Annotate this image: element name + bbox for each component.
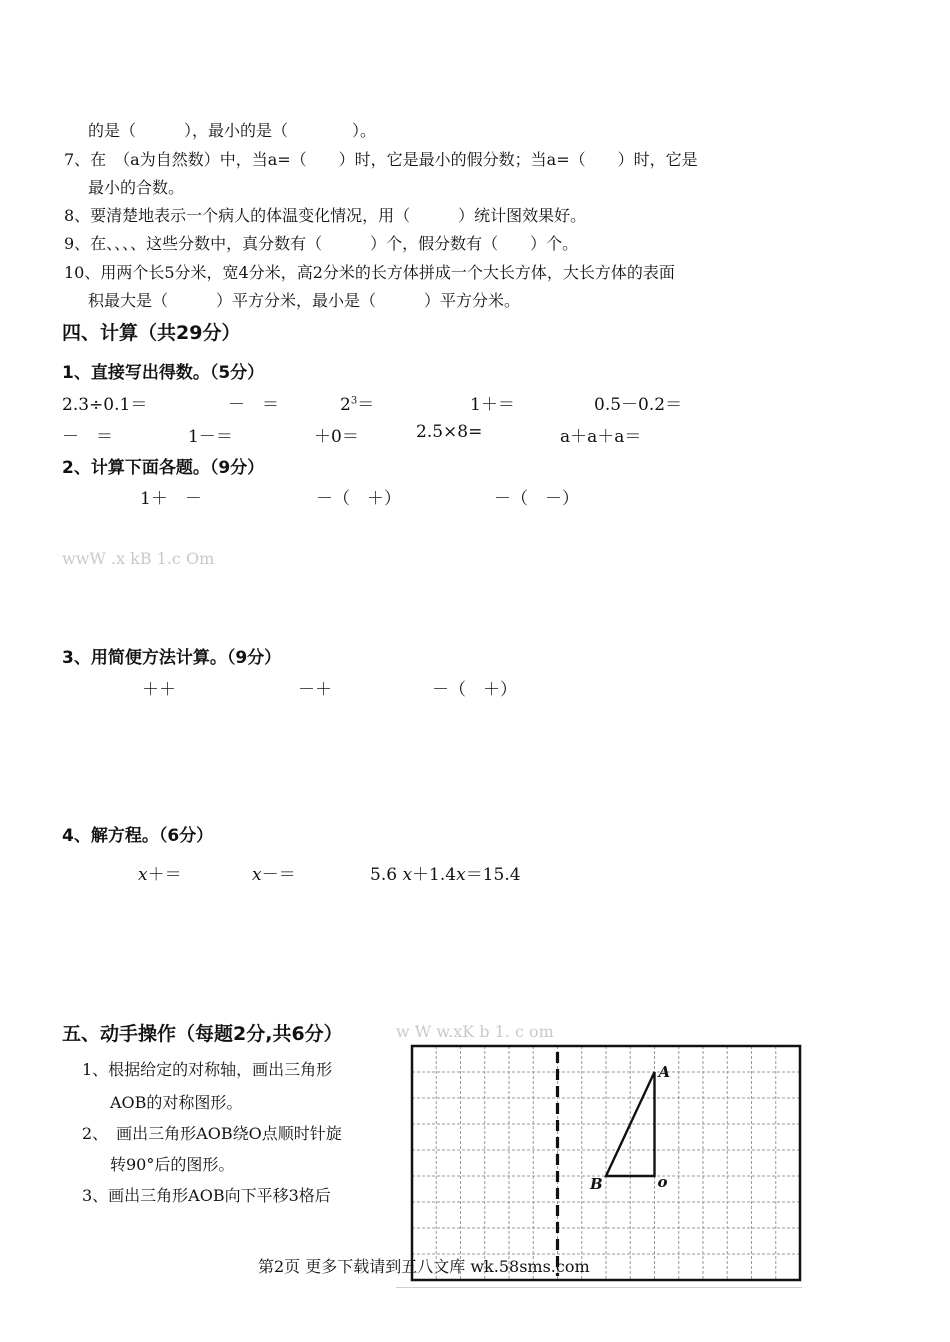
task-1-line1: 1、根据给定的对称轴，画出三角形 [82, 1060, 333, 1079]
calc-item: －＋ [298, 680, 332, 700]
vertex-label-a: A [658, 1063, 671, 1081]
calc-item: 1＋ － [140, 489, 202, 509]
question-10-line2: 积最大是（ ）平方分米，最小是（ ）平方分米。 [88, 291, 521, 310]
task-2-line2: 转90°后的图形。 [110, 1155, 235, 1174]
footer-rule [396, 1287, 802, 1288]
calc-item: － ＝ [62, 427, 113, 447]
power-base: 2 [340, 395, 351, 415]
question-8: 8、要清楚地表示一个病人的体温变化情况，用（ ）统计图效果好。 [64, 206, 587, 225]
question-10-line1: 10、用两个长5分米，宽4分米，高2分米的长方体拼成一个大长方体，大长方体的表面 [64, 263, 675, 282]
calc-item: 2.3÷0.1＝ [62, 395, 148, 415]
section-5-title: 五、动手操作（每题2分,共6分） [62, 1023, 343, 1045]
calc-item: a＋a＋a＝ [560, 427, 642, 447]
section-4-title: 四、计算（共29分） [62, 322, 241, 344]
question-7-line1: 7、在 （a为自然数）中，当a=（ ）时，它是最小的假分数；当a=（ ）时，它是 [64, 150, 698, 169]
grid-figure [410, 1044, 804, 1284]
equation-term: ＋1.4 [412, 865, 457, 885]
calc-item: ＋＋ [142, 680, 176, 700]
task-1-line2: AOB的对称图形。 [110, 1093, 243, 1112]
calc-item: 1－＝ [188, 427, 233, 447]
calc-item-power [340, 390, 374, 415]
equation-2 [252, 860, 296, 885]
calc-item: － ＝ [228, 395, 279, 415]
equation-rest: －＝ [261, 865, 296, 885]
equation-variable: x [456, 865, 466, 885]
equation-variable: x [138, 865, 148, 885]
equation-variable: x [252, 865, 262, 885]
equation-3 [370, 860, 521, 885]
q6-continuation: 的是（ ），最小的是（ ）。 [88, 121, 377, 140]
equation-rest: ＋＝ [147, 865, 182, 885]
calc-item: －（ －） [494, 489, 579, 509]
calc-item: －（ ＋） [432, 680, 517, 700]
calc-item: ＋0＝ [314, 427, 359, 447]
watermark: wwW .x kB 1.c Om [62, 549, 215, 568]
page-footer: 第2页 更多下载请到五八文库 wk.58sms.com [258, 1257, 590, 1276]
vertex-label-b: B [590, 1175, 603, 1193]
vertex-label-o: o [657, 1173, 668, 1191]
calc-item: 0.5－0.2＝ [594, 395, 683, 415]
equation-result: ＝15.4 [465, 865, 521, 885]
calc-item: －（ ＋） [316, 489, 401, 509]
question-7-line2: 最小的合数。 [88, 178, 185, 197]
grid-lines [412, 1046, 800, 1280]
part-2-title: 2、计算下面各题。（9分） [62, 458, 265, 478]
calc-item: 2.5×8= [416, 422, 483, 442]
task-3-line1: 3、画出三角形AOB向下平移3格后 [82, 1186, 331, 1205]
watermark: w W w.xK b 1. c om [396, 1022, 554, 1041]
part-4-title: 4、解方程。（6分） [62, 826, 214, 846]
equation-coef: 5.6 [370, 865, 398, 885]
calc-item: 1＋＝ [470, 395, 515, 415]
power-exponent: 3 [350, 395, 358, 407]
equation-variable: x [402, 865, 413, 885]
part-1-title: 1、直接写出得数。（5分） [62, 363, 265, 383]
question-9: 9、在、、、、这些分数中，真分数有（ ）个，假分数有（ ）个。 [64, 234, 579, 253]
power-result: ＝ [357, 395, 375, 415]
equation-1 [138, 860, 182, 885]
part-3-title: 3、用简便方法计算。（9分） [62, 648, 282, 668]
task-2-line1: 2、 画出三角形AOB绕O点顺时针旋 [82, 1124, 342, 1143]
